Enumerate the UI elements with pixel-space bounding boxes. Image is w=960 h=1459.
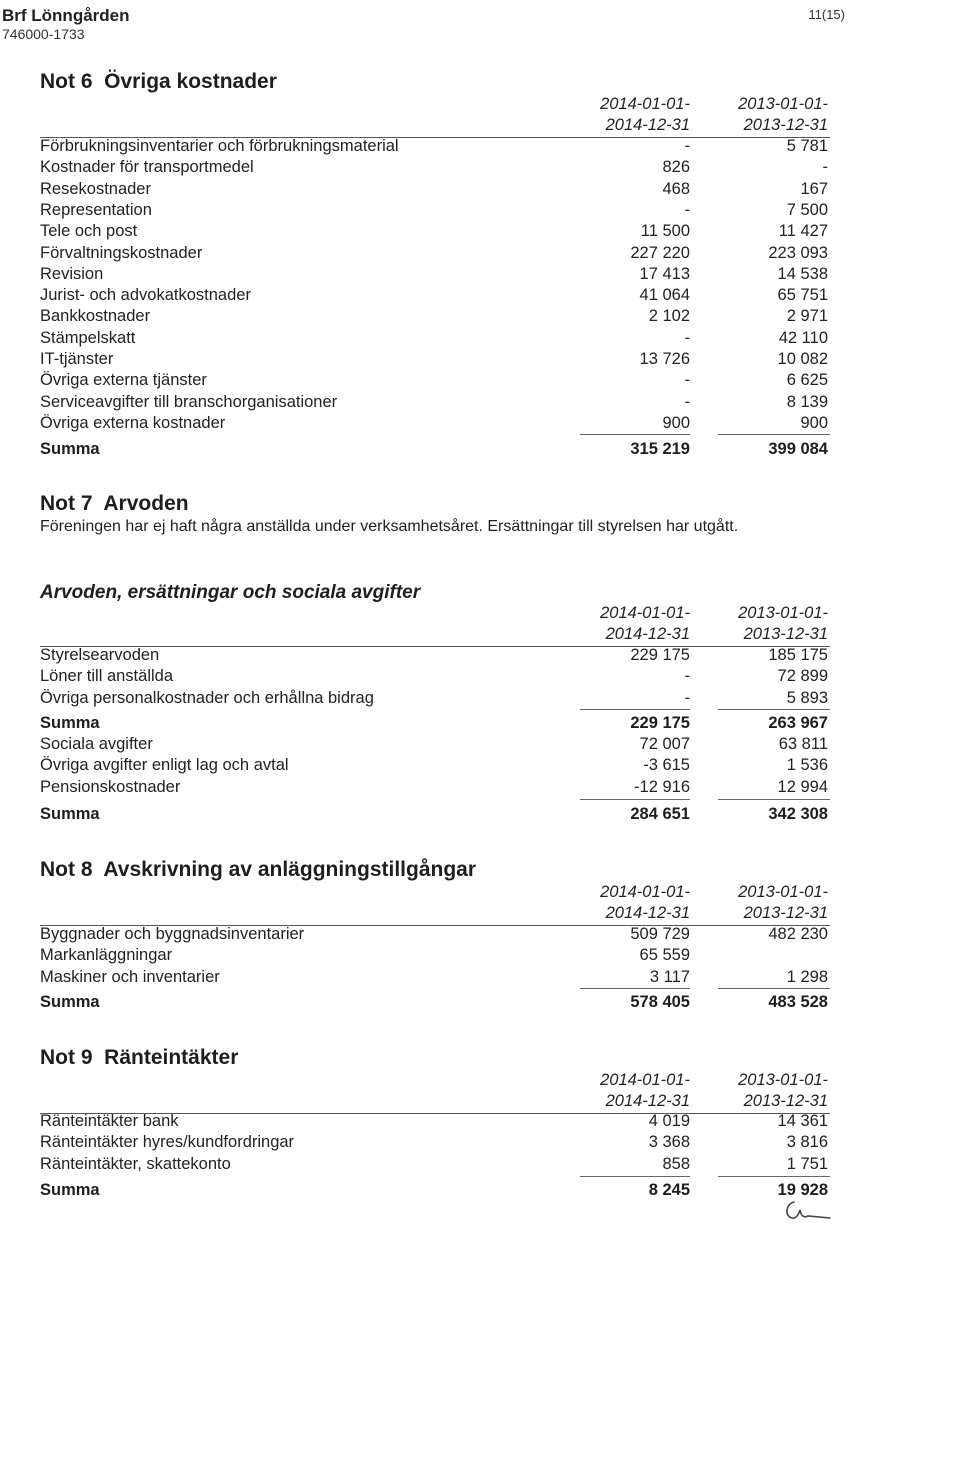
note-8-row-label: Markanläggningar: [40, 946, 173, 965]
note-6-row-label: Övriga externa kostnader: [40, 413, 226, 432]
note-7a-row-previous: 72 899: [777, 667, 828, 686]
note-6-number: Not 6: [40, 70, 93, 93]
note-9-previous-subtotal-rule: [718, 1176, 830, 1177]
note-7-subtitle: Arvoden, ersättningar och sociala avgifter: [40, 582, 421, 603]
note-8-row-label: Maskiner och inventarier: [40, 967, 220, 986]
note-7-sum-a-label: Summa: [40, 714, 100, 732]
note-7a-row-label: Övriga personalkostnader och erhållna bidrag: [40, 688, 374, 707]
note-6-current-subtotal-rule: [580, 434, 690, 435]
note-6-row-previous: 2 971: [786, 307, 828, 326]
note-7b-row-label: Pensionskostnader: [40, 777, 181, 796]
note-7a-row-current: -: [684, 667, 690, 686]
note-6-row-previous: 11 427: [778, 222, 828, 241]
note-9-row-label: Ränteintäkter, skattekonto: [40, 1154, 231, 1173]
note-6-row-previous: 8 139: [786, 392, 828, 411]
note-6-sum-label: Summa: [40, 440, 100, 458]
note-7b-row-label: Övriga avgifter enligt lag och avtal: [40, 756, 289, 775]
note-6-row-label: Bankkostnader: [40, 307, 151, 326]
note-6-row-current: 468: [662, 179, 690, 198]
note-6-row-previous: 42 110: [778, 328, 828, 347]
note-6-row-current: 826: [662, 158, 690, 177]
note-8-sum-previous: 483 528: [768, 993, 828, 1011]
note-7a-row-previous: 5 893: [786, 688, 828, 707]
note-7-period-previous-start: 2013-01-01-: [738, 604, 828, 622]
note-7-sum-b-current: 284 651: [630, 805, 690, 823]
note-7a-row-label: Styrelsearvoden: [40, 646, 160, 664]
note-9-number: Not 9: [40, 1046, 93, 1069]
note-9-sum-label: Summa: [40, 1181, 100, 1199]
note-8-heading: [40, 858, 476, 882]
note-7-period-previous-end: 2013-12-31: [743, 625, 828, 643]
note-6-row-label: Representation: [40, 200, 152, 219]
note-7-heading: [40, 492, 189, 516]
note-6-row-previous: 10 082: [777, 350, 828, 368]
note-9-row-previous: 1 751: [786, 1154, 828, 1173]
note-6-row-label: Resekostnader: [40, 179, 151, 198]
note-7a-previous-subtotal-rule: [718, 709, 830, 710]
note-6-row-current: -: [684, 328, 690, 347]
note-6-period-current-end: 2014-12-31: [605, 116, 690, 134]
note-9-sum-previous: 19 928: [777, 1181, 828, 1199]
note-6-row-current: 227 220: [630, 243, 690, 262]
note-9-period-current-end: 2014-12-31: [605, 1092, 690, 1110]
note-6-row-label: Kostnader för transportmedel: [40, 158, 254, 177]
note-6-sum-previous: 399 084: [768, 440, 828, 458]
note-7b-row-current: -3 615: [643, 756, 690, 775]
note-6-row-previous: 6 625: [786, 371, 828, 390]
note-6-row-label: Stämpelskatt: [40, 328, 136, 347]
note-6-title: Övriga kostnader: [104, 70, 277, 93]
note-9-row-previous: 3 816: [786, 1133, 828, 1152]
note-8-row-previous: 482 230: [768, 925, 828, 943]
note-9-current-subtotal-rule: [580, 1176, 690, 1177]
note-6-row-previous: 14 538: [777, 264, 828, 283]
note-6-row-current: -: [684, 392, 690, 411]
note-6-row-label: Förbrukningsinventarier och förbrukningsmaterial: [40, 137, 399, 155]
note-6-row-current: 900: [662, 413, 690, 432]
note-9-row-current: 3 368: [648, 1133, 690, 1152]
note-8-row-current: 509 729: [630, 925, 690, 943]
note-6-sum-current: 315 219: [630, 440, 690, 458]
note-9-row-label: Ränteintäkter hyres/kundfordringar: [40, 1133, 295, 1152]
note-6-row-current: -: [684, 137, 690, 155]
note-9-sum-current: 8 245: [648, 1181, 690, 1199]
note-7a-row-current: 229 175: [630, 646, 690, 664]
note-6-row-label: IT-tjänster: [40, 350, 114, 368]
note-7-period-current-start: 2014-01-01-: [600, 604, 690, 622]
note-8-sum-label: Summa: [40, 993, 100, 1011]
note-9-heading: [40, 1046, 238, 1070]
note-8-row-current: 65 559: [639, 946, 690, 965]
note-7a-row-label: Löner till anställda: [40, 667, 173, 686]
note-7-period-current-end: 2014-12-31: [605, 625, 690, 643]
note-8-period-current-start: 2014-01-01-: [600, 883, 690, 901]
note-7b-previous-subtotal-rule: [718, 799, 830, 800]
note-6-period-previous-end: 2013-12-31: [743, 116, 828, 134]
page-number: 11(15): [808, 7, 845, 22]
note-6-row-previous: 223 093: [768, 243, 828, 262]
note-7-sum-a-previous: 263 967: [768, 714, 828, 732]
note-9-row-label: Ränteintäkter bank: [40, 1112, 179, 1130]
note-8-number: Not 8: [40, 858, 93, 881]
note-6-period-previous-start: 2013-01-01-: [738, 95, 828, 113]
note-6-heading: [40, 70, 277, 94]
note-6-row-current: -: [684, 200, 690, 219]
note-8-previous-subtotal-rule: [718, 988, 830, 989]
note-9-row-current: 858: [662, 1154, 690, 1173]
note-7b-row-previous: 12 994: [777, 777, 828, 796]
note-7-description: Föreningen har ej haft några anställda under verksamhetsåret. Ersättningar till styrelsen har utgått.: [40, 518, 739, 535]
note-9-title: Ränteintäkter: [104, 1046, 239, 1069]
note-6-previous-subtotal-rule: [718, 434, 830, 435]
note-7a-current-subtotal-rule: [580, 709, 690, 710]
note-6-row-previous: 7 500: [786, 200, 828, 219]
note-9-row-previous: 14 361: [777, 1112, 828, 1130]
note-6-row-current: 11 500: [640, 222, 690, 241]
note-6-row-label: Serviceavgifter till branschorganisationer: [40, 392, 338, 411]
note-6-row-current: 2 102: [648, 307, 690, 326]
note-6-row-label: Förvaltningskostnader: [40, 243, 203, 262]
note-8-period-previous-start: 2013-01-01-: [738, 883, 828, 901]
note-7b-row-current: -12 916: [634, 777, 690, 796]
note-6-row-label: Revision: [40, 264, 104, 283]
note-7-sum-b-previous: 342 308: [768, 805, 828, 823]
note-6-row-label: Jurist- och advokatkostnader: [40, 286, 251, 305]
note-8-row-current: 3 117: [649, 967, 690, 986]
note-6-row-current: -: [684, 371, 690, 390]
note-7-sum-b-label: Summa: [40, 805, 100, 823]
organization-number: 746000-1733: [2, 26, 85, 42]
note-6-row-previous: 900: [800, 413, 828, 432]
note-8-period-previous-end: 2013-12-31: [743, 904, 828, 922]
handwritten-initials: [780, 1196, 840, 1224]
note-7-number: Not 7: [40, 492, 93, 515]
note-8-period-current-end: 2014-12-31: [605, 904, 690, 922]
note-6-row-label: Tele och post: [40, 222, 138, 241]
note-9-period-previous-start: 2013-01-01-: [738, 1071, 828, 1089]
note-9-period-previous-end: 2013-12-31: [743, 1092, 828, 1110]
note-9-row-current: 4 019: [648, 1112, 690, 1130]
note-6-row-previous: -: [822, 158, 828, 177]
note-7b-current-subtotal-rule: [580, 799, 690, 800]
note-8-current-subtotal-rule: [580, 988, 690, 989]
note-7a-row-current: -: [684, 688, 690, 707]
note-8-sum-current: 578 405: [630, 993, 690, 1011]
note-7-title: Arvoden: [103, 492, 189, 515]
note-7a-row-previous: 185 175: [768, 646, 828, 664]
note-8-row-previous: 1 298: [786, 967, 828, 986]
note-7b-row-previous: 1 536: [786, 756, 828, 775]
note-8-row-label: Byggnader och byggnadsinventarier: [40, 925, 305, 943]
note-6-row-previous: 65 751: [777, 286, 828, 305]
note-6-row-label: Övriga externa tjänster: [40, 371, 207, 390]
note-6-row-current: 13 726: [639, 350, 690, 368]
note-8-title: Avskrivning av anläggningstillgångar: [103, 858, 477, 881]
note-6-row-previous: 167: [800, 179, 828, 198]
note-9-period-current-start: 2014-01-01-: [600, 1071, 690, 1089]
note-7b-row-current: 72 007: [639, 735, 690, 753]
organization-name: Brf Lönngården: [2, 6, 130, 25]
note-7b-row-label: Sociala avgifter: [40, 735, 153, 753]
note-6-row-current: 17 413: [639, 264, 690, 283]
note-7-sum-a-current: 229 175: [630, 714, 690, 732]
note-6-row-previous: 5 781: [786, 137, 828, 155]
note-7b-row-previous: 63 811: [778, 735, 828, 753]
note-6-row-current: 41 064: [639, 286, 690, 305]
note-6-period-current-start: 2014-01-01-: [600, 95, 690, 113]
